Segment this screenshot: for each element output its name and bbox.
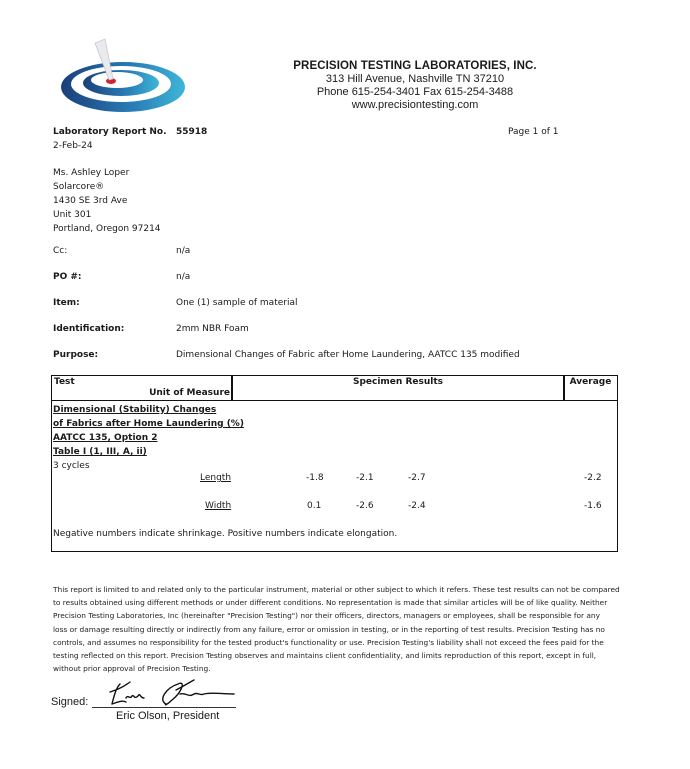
disclaimer-line: loss or damage resulting directly or indirectly from any failure, error or omission in testing, or in the reporting of test results. Precision Testing has no xyxy=(53,624,605,634)
test-name-line-1: Dimensional (Stability) Changes xyxy=(53,405,217,415)
disclaimer xyxy=(53,583,628,675)
field-label-purpose: Purpose: xyxy=(53,350,99,360)
recipient-street: 1430 SE 3rd Ave xyxy=(53,196,128,206)
recipient-company: Solarcore® xyxy=(53,182,105,192)
field-label-po: PO #: xyxy=(53,272,82,282)
field-value-item: One (1) sample of material xyxy=(176,298,298,308)
disclaimer-line: without prior approval of Precision Testing. xyxy=(53,664,211,674)
row-width-value-1: 0.1 xyxy=(307,501,322,511)
company-website[interactable]: www.precisiontesting.com xyxy=(351,99,479,111)
row-width-value-2: -2.6 xyxy=(356,501,374,511)
results-note: Negative numbers indicate shrinkage. Positive numbers indicate elongation. xyxy=(53,529,398,539)
row-length-value-2: -2.1 xyxy=(356,473,374,483)
company-address: 313 Hill Avenue, Nashville TN 37210 xyxy=(325,73,505,85)
header-unit-of-measure: Unit of Measure xyxy=(149,388,230,398)
disclaimer-line: testing reflected on this report. Precision Testing observes and maintains client confidentiality, and limits reproduction of this report, except in full, xyxy=(53,651,597,661)
field-value-po: n/a xyxy=(176,272,191,282)
field-value-identification: 2mm NBR Foam xyxy=(176,324,249,334)
row-length-value-1: -1.8 xyxy=(306,473,324,483)
field-label-item: Item: xyxy=(53,298,80,308)
recipient-city: Portland, Oregon 97214 xyxy=(53,224,161,234)
company-phone-fax: Phone 615-254-3401 Fax 615-254-3488 xyxy=(316,86,514,98)
disclaimer-line: Precision Testing Laboratories, Inc (hereinafter "Precision Testing") nor their officers, directors, managers or employees, shall be responsible for any xyxy=(53,611,600,621)
field-label-identification: Identification: xyxy=(53,324,125,334)
field-value-purpose: Dimensional Changes of Fabric after Home Laundering, AATCC 135 modified xyxy=(176,350,520,360)
company-name: PRECISION TESTING LABORATORIES, INC. xyxy=(293,60,537,72)
field-label-cc: Cc: xyxy=(53,246,68,256)
disclaimer-line: This report is limited to and related only to the particular instrument, material or other subject to which it refers. These test results can not be compared xyxy=(53,585,620,594)
row-length-measure: Length xyxy=(200,473,232,483)
row-length-value-3: -2.7 xyxy=(408,473,426,483)
report-number-label: Laboratory Report No. xyxy=(53,127,167,137)
handwritten-signature-icon xyxy=(100,678,240,710)
header-specimen-results: Specimen Results xyxy=(352,377,443,387)
row-width-measure: Width xyxy=(205,501,232,511)
signature-line xyxy=(92,707,236,708)
header-specimen-cell xyxy=(231,375,565,401)
disclaimer-line: controls, and assumes no responsibility for the tested product's functionality or use. Precision Testing's liability shall not exceed the fees paid for the xyxy=(53,637,604,647)
test-cycles: 3 cycles xyxy=(53,461,90,471)
field-value-cc: n/a xyxy=(176,246,191,256)
disclaimer-line: to results obtained using different methods or under different conditions. No representation is made that similar articles will be of like quality. Neither xyxy=(53,598,608,608)
header-average-cell xyxy=(563,375,618,401)
header-test: Test xyxy=(54,377,75,387)
row-width-value-3: -2.4 xyxy=(408,501,426,511)
recipient-address xyxy=(53,166,161,236)
company-header xyxy=(250,60,580,112)
test-name-line-3: AATCC 135, Option 2 xyxy=(53,433,158,443)
header-test-cell xyxy=(51,375,233,401)
report-date: 2-Feb-24 xyxy=(53,141,93,151)
recipient-name: Ms. Ashley Loper xyxy=(53,168,130,178)
page-indicator: Page 1 of 1 xyxy=(508,127,559,137)
row-width-average: -1.6 xyxy=(584,501,602,511)
header-average: Average xyxy=(569,377,612,387)
target-dart-logo-icon xyxy=(55,35,195,115)
row-length-average: -2.2 xyxy=(584,473,602,483)
test-description xyxy=(53,403,244,473)
recipient-unit: Unit 301 xyxy=(53,210,92,220)
test-name-line-4: Table I (1, III, A, ii) xyxy=(53,447,147,457)
signer-name: Eric Olson, President xyxy=(116,710,220,722)
report-number: 55918 xyxy=(176,127,208,137)
signed-label: Signed: xyxy=(51,696,89,708)
test-name-line-2: of Fabrics after Home Laundering (%) xyxy=(53,419,244,429)
